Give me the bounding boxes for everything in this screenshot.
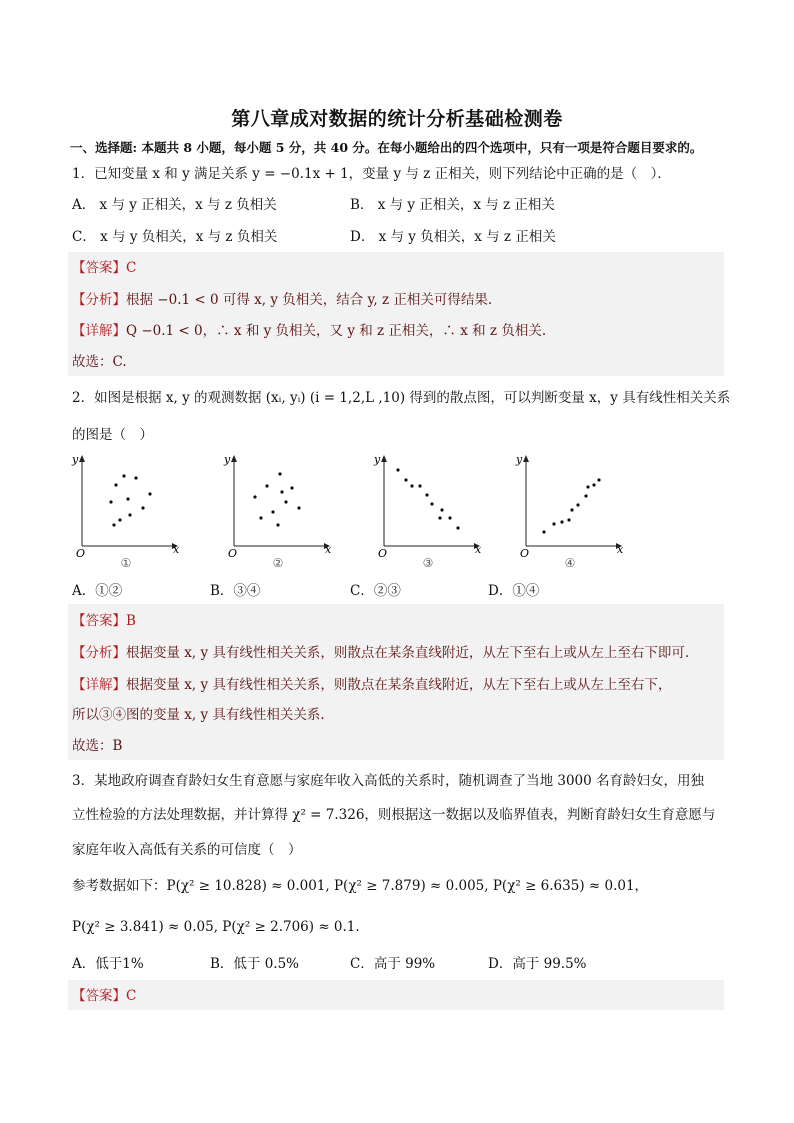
q1-analysis (72, 290, 732, 310)
q3-answer (72, 986, 732, 1006)
q3-option-c: C．高于 99% (350, 956, 436, 972)
origin-label-2: O (228, 547, 238, 560)
q2-option-a: A．①② (72, 583, 123, 599)
q1-answer (72, 258, 732, 278)
y-axis-label-2: y (224, 453, 231, 466)
x-axis-label-2: x (325, 543, 332, 556)
plot-label-2: ② (272, 556, 284, 570)
q2-detail-line2: 所以③④图的变量 x, y 具有线性相关关系. (72, 707, 325, 723)
y-axis-label-1: y (72, 453, 79, 466)
q1-detail (72, 321, 732, 341)
scatter-points-4 (542, 478, 600, 533)
q2-stem-line1: 2．如图是根据 x, y 的观测数据 (xᵢ, yᵢ) (i = 1,2,L ,10) 得到的散点图，可以判断变量 x，y 具有线性相关关系 (72, 390, 731, 406)
scatter-points-1 (109, 474, 151, 526)
q3-stem-line1: 3．某地政府调查育龄妇女生育意愿与家庭年收入高低的关系时，随机调查了当地 3000 名育龄妇女，用独 (72, 773, 705, 789)
plot-label-1: ① (120, 556, 132, 570)
scatter-points-2 (253, 472, 300, 526)
q2-analysis-text: 根据变量 x, y 具有线性相关关系，则散点在某条直线附近，从左下至右上或从左上至右下即可. (126, 645, 690, 661)
origin-label-1: O (76, 547, 86, 560)
q1-detail-text: Q −0.1 < 0，∴ x 和 y 负相关，又 y 和 z 正相关，∴ x 和 z 负相关. (126, 323, 547, 339)
q3-stem-line2: 立性检验的方法处理数据，并计算得 χ² = 7.326，则根据这一数据以及临界值表，判断育龄妇女生育意愿与 (72, 807, 716, 823)
q1-answer-tag: 【答案】 (72, 260, 126, 276)
q1-answer-value: C (126, 260, 137, 276)
page-title: 第八章成对数据的统计分析基础检测卷 (231, 108, 563, 130)
q2-stem-line2: 的图是（ ） (72, 427, 153, 443)
q3-stem-line3: 家庭年收入高低有关系的可信度（ ） (72, 842, 302, 858)
q1-option-d: D． x 与 y 负相关，x 与 z 正相关 (350, 229, 556, 245)
q3-answer-tag: 【答案】 (72, 988, 126, 1004)
q2-detail (72, 675, 732, 695)
q1-option-b: B． x 与 y 正相关，x 与 z 正相关 (350, 197, 555, 213)
plot-label-3: ③ (422, 556, 434, 570)
plot-label-4: ④ (564, 556, 576, 570)
q1-choice: 故选：C. (72, 354, 127, 370)
scatter-plot-3 (372, 450, 484, 572)
x-axis-label-3: x (475, 543, 482, 556)
origin-label-3: O (378, 547, 388, 560)
scatter-plot-2 (222, 450, 334, 572)
y-axis-label-4: y (516, 453, 523, 466)
q3-reference-line2: P(χ² ≥ 3.841) ≈ 0.05, P(χ² ≥ 2.706) ≈ 0.1. (72, 919, 360, 935)
q3-option-a: A．低于1% (72, 956, 144, 972)
q3-answer-value: C (126, 988, 137, 1004)
q2-option-d: D．①④ (488, 583, 540, 599)
q1-option-c: C． x 与 y 负相关，x 与 z 负相关 (72, 229, 278, 245)
scatter-plot-4 (514, 450, 626, 572)
q1-detail-tag: 【详解】 (72, 323, 126, 339)
x-axis-label-4: x (617, 543, 624, 556)
q2-option-c: C．②③ (350, 583, 401, 599)
scatter-plot-1 (70, 450, 182, 572)
q2-analysis-tag: 【分析】 (72, 645, 126, 661)
q2-choice: 故选：B (72, 738, 123, 754)
origin-label-4: O (520, 547, 530, 560)
q2-option-b: B．③④ (210, 583, 261, 599)
section-instruction: 一、选择题: 本题共 8 小题，每小题 5 分，共 40 分。在每小题给出的四个选项中，只有一项是符合题目要求的。 (70, 140, 703, 155)
q2-answer-value: B (126, 613, 136, 629)
q1-analysis-tag: 【分析】 (72, 292, 126, 308)
q3-reference-line1: 参考数据如下：P(χ² ≥ 10.828) ≈ 0.001, P(χ² ≥ 7.879) ≈ 0.005, P(χ² ≥ 6.635) ≈ 0.01， (72, 878, 649, 894)
q1-analysis-text: 根据 −0.1 < 0 可得 x, y 负相关，结合 y, z 正相关可得结果. (126, 292, 493, 308)
q2-answer-tag: 【答案】 (72, 613, 126, 629)
q1-stem: 1．已知变量 x 和 y 满足关系 y = −0.1x + 1，变量 y 与 z 正相关，则下列结论中正确的是（ ）． (72, 166, 671, 182)
q3-option-b: B．低于 0.5% (210, 956, 300, 972)
x-axis-label-1: x (173, 543, 180, 556)
y-axis-label-3: y (374, 453, 381, 466)
q2-answer (72, 611, 732, 631)
q2-detail-tag: 【详解】 (72, 677, 126, 693)
scatter-points-3 (396, 468, 459, 529)
q1-option-a: A． x 与 y 正相关，x 与 z 负相关 (72, 197, 277, 213)
q2-detail-text: 根据变量 x, y 具有线性相关关系，则散点在某条直线附近，从左下至右上或从左上至右下， (126, 677, 672, 693)
q2-analysis (72, 643, 732, 663)
q3-option-d: D．高于 99.5% (488, 956, 587, 972)
